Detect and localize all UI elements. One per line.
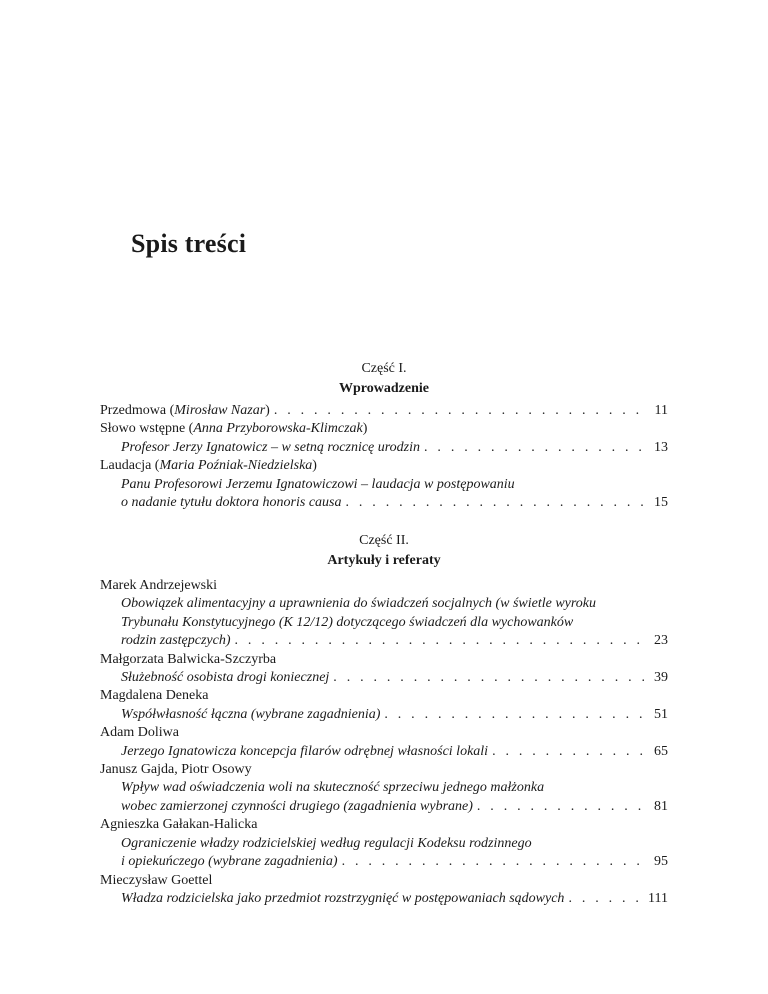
entry-title-cont: rodzin zastępczych) (121, 633, 231, 649)
page-number: 65 (654, 743, 668, 759)
entry-title: Słowo wstępne ( (100, 421, 194, 437)
entry-author: Mieczysław Goettel (100, 872, 213, 888)
entry-person: Anna Przyborowska-Klimczak (193, 421, 363, 437)
toc-entry-slowo-wstepne-subtitle[interactable] (100, 439, 668, 457)
entry-subtitle: Profesor Jerzy Ignatowicz – w setną rocznicę urodzin (121, 439, 421, 455)
page-number: 51 (654, 706, 668, 722)
entry-subtitle: Panu Profesorowi Jerzemu Ignatowiczowi – laudacja w postępowaniu (121, 476, 515, 492)
toc-entry-slowo-wstepne (100, 420, 668, 438)
entry-person: Mirosław Nazar (174, 403, 266, 418)
part-1-label: Część I. (361, 361, 407, 376)
entry-author: Magdalena Deneka (100, 688, 209, 704)
dot-leader (333, 669, 644, 687)
dot-leader (274, 402, 644, 420)
toc-entry-andrzejewski[interactable] (100, 632, 668, 650)
page-number: 111 (648, 890, 668, 906)
part-1-entries (100, 402, 668, 512)
part-1-heading (0, 359, 768, 399)
dot-leader (235, 632, 644, 650)
entry-title-cont: Trybunału Konstytucyjnego (K 12/12) dotyczącego świadczeń dla wychowanków (121, 614, 574, 630)
toc-entry-laudacja (100, 457, 668, 475)
dot-leader (424, 439, 644, 457)
dot-leader (568, 890, 644, 908)
toc-entry-galakan-halicka[interactable] (100, 853, 668, 871)
dot-leader (342, 853, 644, 871)
entry-title-cont: wobec zamierzonej czynności drugiego (zagadnienia wybrane) (121, 798, 473, 814)
dot-leader (492, 743, 644, 761)
entry-title: Ograniczenie władzy rodzicielskiej według regulacji Kodeksu rodzinnego (121, 835, 532, 851)
entry-person: Maria Poźniak-Niedzielska (159, 458, 313, 474)
toc-entry-balwicka-szczyrba[interactable] (100, 669, 668, 687)
part-2-label: Część II. (359, 533, 409, 548)
toc-entry-deneka[interactable] (100, 706, 668, 724)
entry-title: Przedmowa ( (100, 403, 175, 418)
toc-entry-laudacja-subtitle[interactable] (100, 494, 668, 512)
page-number: 11 (654, 403, 668, 418)
entry-title: Jerzego Ignatowicza koncepcja filarów odrębnej własności lokali (121, 743, 489, 759)
entry-title: Wpływ wad oświadczenia woli na skuteczność sprzeciwu jednego małżonka (121, 780, 545, 796)
entry-title: Władza rodzicielska jako przedmiot rozstrzygnięć w postępowaniach sądowych (121, 890, 565, 906)
toc-entry-doliwa[interactable] (100, 743, 668, 761)
part-2-heading (0, 531, 768, 571)
page-number: 15 (654, 495, 668, 511)
dot-leader (384, 706, 644, 724)
entry-author: Małgorzata Balwicka-Szczyrba (100, 651, 277, 667)
entry-title-cont: i opiekuńczego (wybrane zagadnienia) (121, 854, 338, 870)
entry-author: Agnieszka Gałakan-Halicka (100, 817, 258, 833)
entry-title-close: ) (312, 458, 317, 474)
entry-title: Służebność osobista drogi koniecznej (121, 670, 330, 686)
entry-author: Janusz Gajda, Piotr Osowy (100, 762, 252, 778)
entry-title: Współwłasność łączna (wybrane zagadnienia) (121, 706, 381, 722)
page-number: 95 (654, 854, 668, 870)
dot-leader (477, 798, 644, 816)
part-2-name: Artykuły i referaty (327, 553, 441, 568)
toc-entry-przedmowa[interactable] (100, 402, 668, 420)
entry-author: Marek Andrzejewski (100, 578, 218, 593)
toc-entry-gajda-osowy[interactable] (100, 798, 668, 816)
toc-entry-goettel[interactable] (100, 890, 668, 908)
entry-author: Adam Doliwa (100, 725, 179, 741)
page-number: 81 (654, 798, 668, 814)
entry-subtitle-cont: o nadanie tytułu doktora honoris causa (121, 495, 342, 511)
page-number: 13 (654, 439, 668, 455)
entry-title: Obowiązek alimentacyjny a uprawnienia do świadczeń socjalnych (w świetle wyroku (121, 596, 597, 612)
page-title: Spis treści (131, 229, 247, 258)
entry-title-close: ) (265, 403, 270, 418)
page-number: 39 (654, 670, 668, 686)
part-2-entries (100, 577, 668, 908)
part-1-name: Wprowadzenie (339, 381, 429, 396)
page-number: 23 (654, 633, 668, 649)
entry-title-close: ) (362, 421, 368, 437)
dot-leader (346, 494, 645, 512)
entry-title: Laudacja ( (100, 458, 160, 474)
